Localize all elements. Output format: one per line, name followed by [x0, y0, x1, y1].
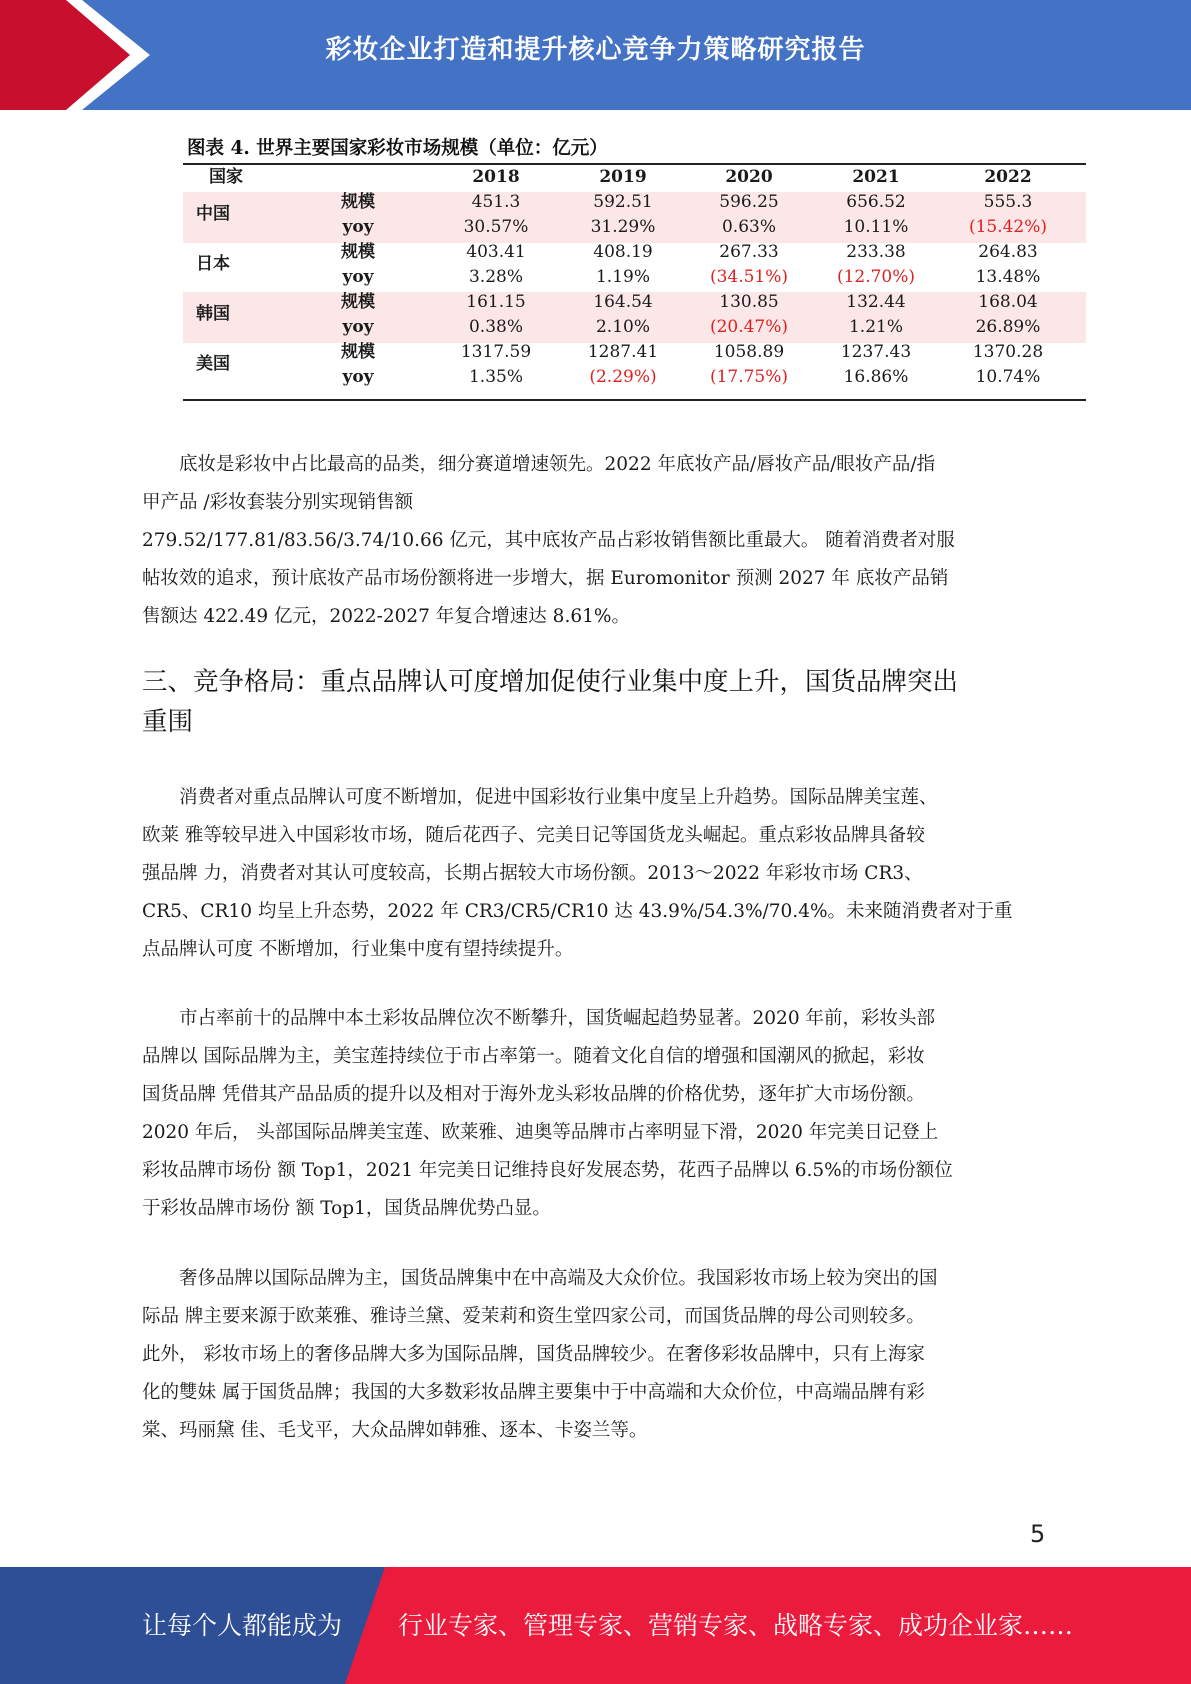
- table-header-country: 国家: [209, 167, 243, 187]
- heading-line: 三、竞争格局：重点品牌认可度增加促使行业集中度上升，国货品牌突出: [142, 667, 959, 697]
- table-header-year: 2018: [472, 167, 520, 187]
- table-cell: 2.10%: [595, 317, 650, 337]
- table-cell: 1237.43: [840, 342, 912, 362]
- table-cell: 1058.89: [713, 342, 785, 362]
- table-header-year: 2021: [852, 167, 900, 187]
- table-cell: 408.19: [593, 242, 653, 262]
- table-header-year: 2019: [599, 167, 647, 187]
- table-cell: 161.15: [466, 292, 526, 312]
- table-cell: 451.3: [471, 192, 521, 212]
- report-title: 彩妆企业打造和提升核心竞争力策略研究报告: [325, 35, 866, 65]
- table-cell: 233.38: [846, 242, 906, 262]
- table-country-label: 韩国: [196, 304, 230, 324]
- table-country-label: 中国: [196, 204, 230, 224]
- table-metric-label: yoy: [342, 267, 374, 287]
- text-line: 此外， 彩妆市场上的奢侈品牌大多为国际品牌，国货品牌较少。在奢侈彩妆品牌中，只有上海家: [142, 1344, 925, 1365]
- footer-slogan-right: 行业专家、管理专家、营销专家、战略专家、成功企业家……: [398, 1611, 1074, 1640]
- table-country-label: 日本: [196, 254, 230, 274]
- heading-line: 重围: [142, 707, 194, 737]
- table-cell: 1287.41: [587, 342, 659, 362]
- table-header-year: 2020: [725, 167, 773, 187]
- table-cell: 30.57%: [463, 217, 529, 237]
- table-cell: 132.44: [846, 292, 906, 312]
- table-metric-label: yoy: [342, 217, 374, 237]
- table-cell: 10.11%: [843, 217, 909, 237]
- table-cell: 656.52: [846, 192, 906, 212]
- table-bottom-rule: [183, 399, 1086, 401]
- table-cell: 1.35%: [468, 367, 523, 387]
- section-heading: [142, 662, 1047, 742]
- table-cell: 0.38%: [468, 317, 523, 337]
- table-cell: 596.25: [719, 192, 779, 212]
- table-metric-label: yoy: [342, 367, 374, 387]
- table-cell: 164.54: [593, 292, 653, 312]
- table-cell: 264.83: [978, 242, 1038, 262]
- text-line: 甲产品 /彩妆套装分别实现销售额: [142, 492, 414, 513]
- table-cell: 1.21%: [848, 317, 903, 337]
- table-cell: (20.47%): [709, 317, 789, 337]
- text-line: 底妆是彩妆中占比最高的品类，细分赛道增速领先。2022 年底妆产品/唇妆产品/眼妆产品/指: [179, 454, 936, 475]
- text-line: 奢侈品牌以国际品牌为主，国货品牌集中在中高端及大众价位。我国彩妆市场上较为突出的国: [179, 1268, 938, 1289]
- text-line: 点品牌认可度 不断增加，行业集中度有望持续提升。: [142, 939, 574, 960]
- table-header-year: 2022: [984, 167, 1032, 187]
- text-line: 欧莱 雅等较早进入中国彩妆市场，随后花西子、完美日记等国货龙头崛起。重点彩妆品牌具备较: [142, 825, 925, 846]
- table-cell: 10.74%: [975, 367, 1041, 387]
- text-line: 化的雙妹 属于国货品牌；我国的大多数彩妆品牌主要集中于中高端和大众价位，中高端品牌有彩: [142, 1382, 925, 1403]
- table-cell: 13.48%: [975, 267, 1041, 287]
- text-line: 品牌以 国际品牌为主，美宝莲持续位于市占率第一。随着文化自信的增强和国潮风的掀起，彩妆: [142, 1046, 925, 1067]
- text-line: 国货品牌 凭借其产品品质的提升以及相对于海外龙头彩妆品牌的价格优势，逐年扩大市场份额。: [142, 1084, 925, 1105]
- table-cell: 403.41: [466, 242, 526, 262]
- paragraph-luxury-brands: [142, 1260, 1047, 1450]
- table-cell: 555.3: [983, 192, 1033, 212]
- table-caption: 图表 4. 世界主要国家彩妆市场规模（单位：亿元）: [187, 138, 608, 159]
- table-cell: 1.19%: [595, 267, 650, 287]
- table-cell: (2.29%): [589, 367, 657, 387]
- text-line: 帖妆效的追求，预计底妆产品市场份额将进一步增大，据 Euromonitor 预测 2027 年 底妆产品销: [142, 568, 949, 589]
- table-cell: 26.89%: [975, 317, 1041, 337]
- table-cell: 3.28%: [468, 267, 523, 287]
- table-cell: (12.70%): [836, 267, 916, 287]
- table-cell: (17.75%): [709, 367, 789, 387]
- table-metric-label: 规模: [341, 292, 375, 312]
- text-line: 售额达 422.49 亿元，2022-2027 年复合增速达 8.61%。: [142, 606, 630, 627]
- table-cell: 130.85: [719, 292, 779, 312]
- table-metric-label: 规模: [341, 242, 375, 262]
- table-cell: (34.51%): [709, 267, 789, 287]
- page-number: 5: [1030, 1520, 1046, 1548]
- text-line: 际品 牌主要来源于欧莱雅、雅诗兰黛、爱茉莉和资生堂四家公司，而国货品牌的母公司则较多。: [142, 1306, 925, 1327]
- text-line: 彩妆品牌市场份 额 Top1，2021 年完美日记维持良好发展态势，花西子品牌以 6.5%的市场份额位: [142, 1160, 953, 1181]
- paragraph-domestic-rise: [142, 1000, 1047, 1228]
- table-cell: 1317.59: [460, 342, 532, 362]
- table-metric-label: yoy: [342, 317, 374, 337]
- page-header: [0, 0, 1191, 110]
- table-cell: 16.86%: [843, 367, 909, 387]
- text-line: 强品牌 力，消费者对其认可度较高，长期占据较大市场份额。2013～2022 年彩妆市场 CR3、: [142, 863, 923, 884]
- table-metric-label: 规模: [341, 192, 375, 212]
- table-cell: 592.51: [593, 192, 653, 212]
- table-cell: 168.04: [978, 292, 1038, 312]
- table-cell: (15.42%): [968, 217, 1048, 237]
- table-cell: 31.29%: [590, 217, 656, 237]
- table-cell: 267.33: [719, 242, 779, 262]
- paragraph-foundation-makeup: [142, 446, 1047, 636]
- text-line: 棠、玛丽黛 佳、毛戈平，大众品牌如韩雅、逐本、卡姿兰等。: [142, 1420, 648, 1441]
- text-line: 市占率前十的品牌中本土彩妆品牌位次不断攀升，国货崛起趋势显著。2020 年前，彩妆头部: [179, 1008, 935, 1029]
- table-cell: 1370.28: [972, 342, 1044, 362]
- footer-slogan-left: 让每个人都能成为: [142, 1611, 343, 1640]
- text-line: 2020 年后， 头部国际品牌美宝莲、欧莱雅、迪奥等品牌市占率明显下滑，2020 年完美日记登上: [142, 1122, 939, 1143]
- paragraph-brand-concentration: [142, 779, 1047, 969]
- table-metric-label: 规模: [341, 342, 375, 362]
- text-line: 279.52/177.81/83.56/3.74/10.66 亿元，其中底妆产品占彩妆销售额比重最大。 随着消费者对服: [142, 530, 955, 551]
- text-line: 于彩妆品牌市场份 额 Top1，国货品牌优势凸显。: [142, 1198, 551, 1219]
- table-country-label: 美国: [196, 354, 230, 374]
- page-footer: [0, 1567, 1191, 1684]
- table-cell: 0.63%: [721, 217, 776, 237]
- text-line: CR5、CR10 均呈上升态势，2022 年 CR3/CR5/CR10 达 43.9%/54.3%/70.4%。未来随消费者对于重: [142, 901, 1013, 922]
- text-line: 消费者对重点品牌认可度不断增加，促进中国彩妆行业集中度呈上升趋势。国际品牌美宝莲、: [179, 787, 938, 808]
